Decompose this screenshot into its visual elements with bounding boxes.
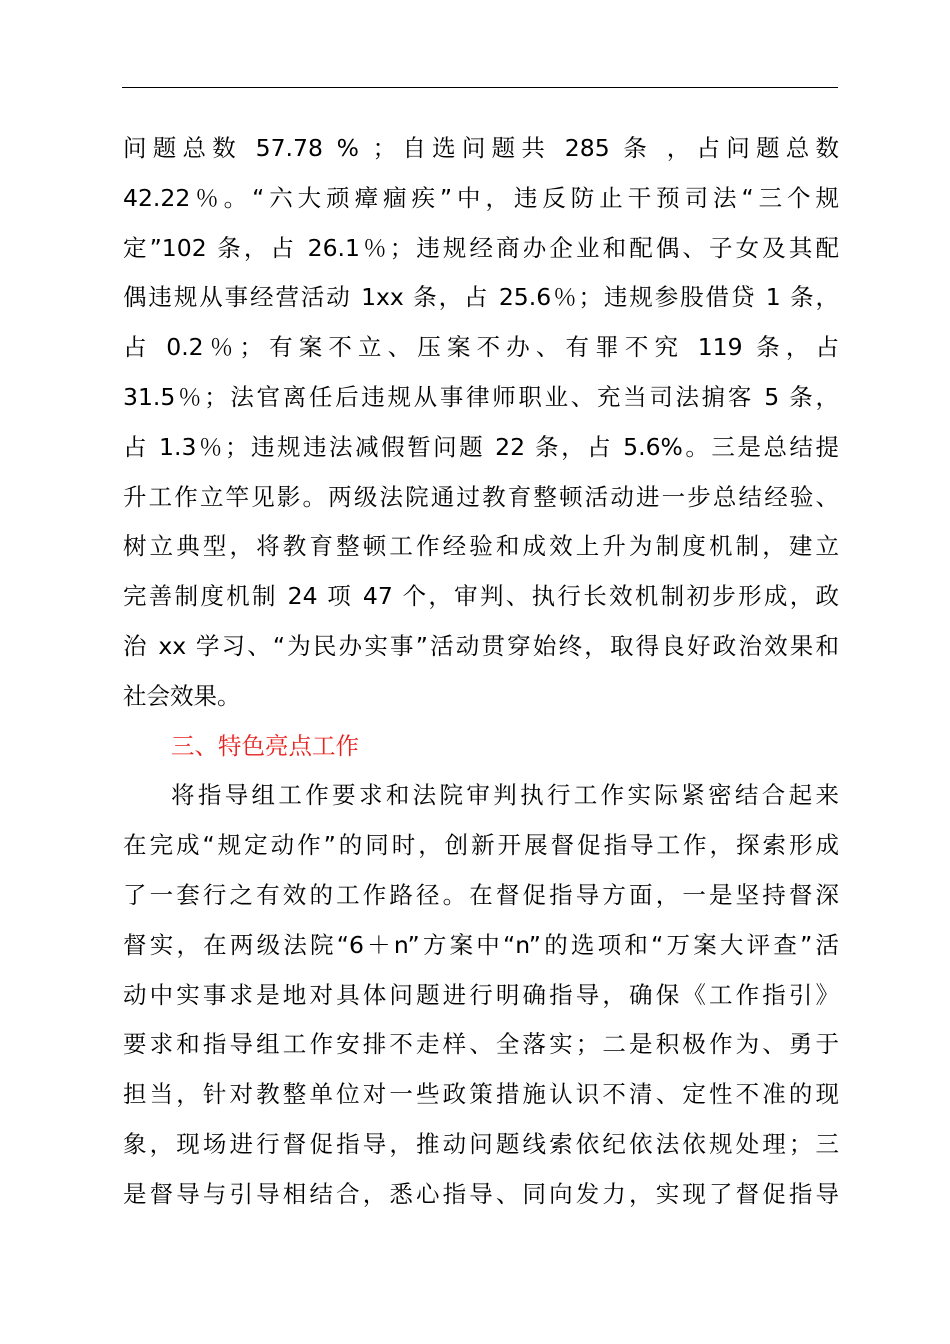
paragraph-line: 动中实事求是地对具体问题进行明确指导，确保《工作指引》 [123, 980, 839, 1009]
paragraph-line: 占 1.3％；违规违法减假暂问题 22 条，占 5.6%。三是总结提 [123, 432, 839, 461]
paragraph-line: 象，现场进行督促指导，推动问题线索依纪依法依规处理；三 [123, 1129, 839, 1158]
paragraph-line: 将指导组工作要求和法院审判执行工作实际紧密结合起来 [171, 781, 839, 810]
paragraph-line: 在完成“规定动作”的同时，创新开展督促指导工作，探索形成 [123, 831, 839, 860]
paragraph-line: 了一套行之有效的工作路径。在督促指导方面，一是坚持督深 [123, 880, 839, 909]
document-body [123, 124, 839, 1220]
paragraph-line: 担当，针对教整单位对一些政策措施认识不清、定性不准的现 [123, 1080, 839, 1109]
paragraph-line: 是督导与引导相结合，悉心指导、同向发力，实现了督促指导 [123, 1179, 839, 1208]
paragraph-line: 42.22％。“六大顽瘴痼疾”中，违反防止干预司法“三个规 [123, 183, 839, 212]
paragraph-line: 督实，在两级法院“6＋n”方案中“n”的选项和“万案大评查”活 [123, 930, 839, 959]
header-rule [122, 87, 838, 88]
paragraph-line: 定”102 条，占 26.1％；违规经商办企业和配偶、子女及其配 [123, 233, 839, 262]
paragraph-line: 升工作立竿见影。两级法院通过教育整顿活动进一步总结经验、 [123, 482, 839, 511]
paragraph-line: 偶违规从事经营活动 1xx 条，占 25.6％；违规参股借贷 1 条， [123, 283, 839, 312]
paragraph-line: 31.5％；法官离任后违规从事律师职业、充当司法掮客 5 条， [123, 382, 839, 411]
paragraph-line: 治 xx 学习、“为民办实事”活动贯穿始终，取得良好政治效果和 [123, 631, 839, 660]
paragraph-line: 要求和指导组工作安排不走样、全落实；二是积极作为、勇于 [123, 1030, 839, 1059]
paragraph-line: 完善制度机制 24 项 47 个，审判、执行长效机制初步形成，政 [123, 582, 839, 611]
section-heading: 三、特色亮点工作 [171, 731, 359, 760]
paragraph-line: 树立典型，将教育整顿工作经验和成效上升为制度机制，建立 [123, 532, 839, 561]
paragraph-line: 社会效果。 [123, 681, 241, 710]
paragraph-line: 占 0.2％；有案不立、压案不办、有罪不究 119 条，占 [123, 333, 839, 362]
paragraph-line: 问题总数 57.78 % ；自选问题共 285 条 ，占问题总数 [123, 134, 839, 162]
